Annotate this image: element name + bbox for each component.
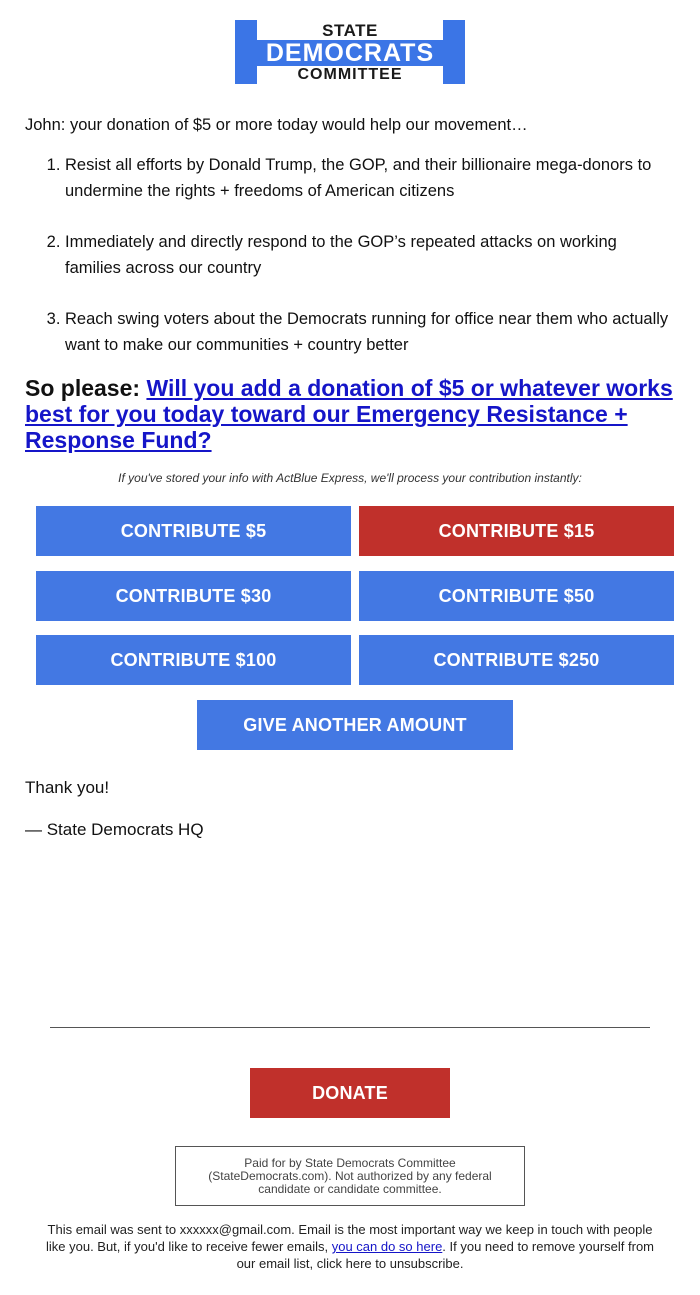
footer-text-before: This email was sent to xxxxxx@gmail.com. Email is the most important way we keep in touch with people like you. But, if you'd like to receive fewer emails,	[45, 1222, 653, 1254]
committee-logo	[235, 20, 465, 84]
headline-prefix: So please:	[25, 375, 141, 401]
reason-item: 2. Immediately and directly respond to the GOP’s repeated attacks on working families across our country	[65, 229, 675, 281]
thank-you-text: Thank you!	[25, 778, 110, 797]
fewer-emails-link[interactable]: you can do so here	[331, 1239, 443, 1254]
intro-text: John: your donation of $5 or more today would help our movement…	[25, 116, 528, 134]
logo-line-committee: COMMITTEE	[297, 66, 403, 83]
give-another-amount-button[interactable]: GIVE ANOTHER AMOUNT	[197, 700, 513, 750]
contribute-100-button[interactable]: CONTRIBUTE $100	[36, 635, 351, 685]
reason-item: 1. Resist all efforts by Donald Trump, the GOP, and their billionaire mega-donors to undermine the rights + freedoms of American citizens	[65, 152, 675, 204]
signature: — State Democrats HQ	[25, 820, 204, 839]
footer-text-after: . If you need to remove yourself from our email list, click here to unsubscribe.	[236, 1239, 655, 1271]
donate-button[interactable]: DONATE	[250, 1068, 450, 1118]
email-footer	[40, 1221, 660, 1272]
contribute-50-button[interactable]: CONTRIBUTE $50	[359, 571, 674, 621]
reasons-list	[25, 152, 675, 383]
contribute-250-button[interactable]: CONTRIBUTE $250	[359, 635, 674, 685]
actblue-express-note: If you've stored your info with ActBlue Express, we'll process your contribution instantly:	[118, 471, 582, 485]
contribute-5-button[interactable]: CONTRIBUTE $5	[36, 506, 351, 556]
logo-line-state: STATE	[322, 21, 378, 40]
logo-inner	[257, 20, 443, 84]
footer-divider	[50, 1027, 650, 1028]
contribute-15-button[interactable]: CONTRIBUTE $15	[359, 506, 674, 556]
contribute-30-button[interactable]: CONTRIBUTE $30	[36, 571, 351, 621]
paid-for-disclaimer: Paid for by State Democrats Committee (StateDemocrats.com). Not authorized by any federal candidate or candidate committee.	[175, 1146, 525, 1206]
donation-headline	[25, 375, 675, 453]
logo-line-democrats: DEMOCRATS	[235, 40, 465, 66]
reason-item: 3. Reach swing voters about the Democrats running for office near them who actually want to make our communities + country better	[65, 306, 675, 358]
headline-donation-link[interactable]: Will you add a donation of $5 or whatever works best for you today toward our Emergency Resistance + Response Fund?	[25, 375, 673, 453]
